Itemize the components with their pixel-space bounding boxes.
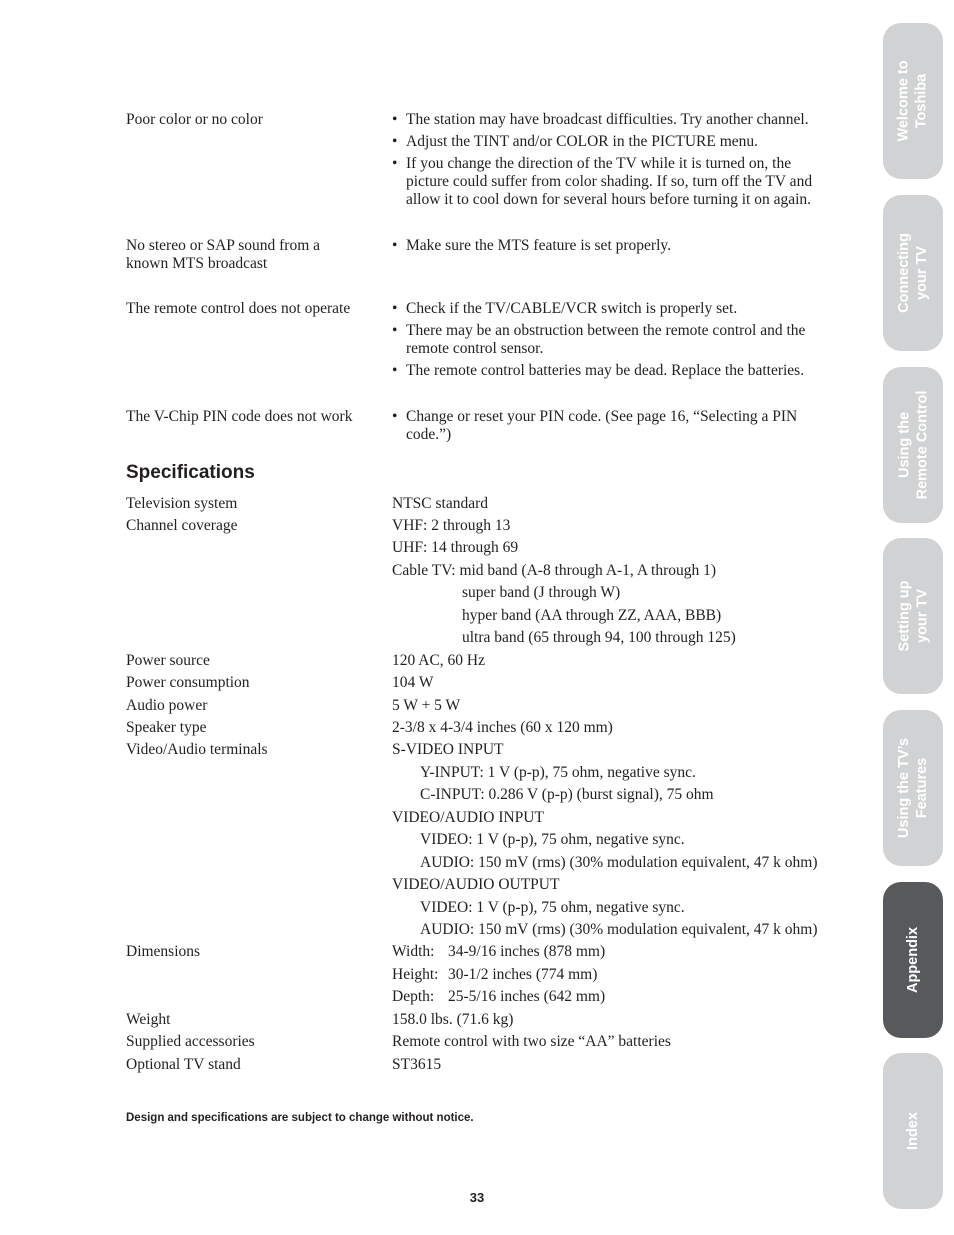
side-tab-label: Using the Remote Control	[896, 390, 930, 500]
solution-item: • The station may have broadcast difficulties. Try another channel.	[392, 111, 809, 128]
side-tab-connecting[interactable]	[883, 195, 943, 351]
dimension-value: 25-5/16 inches (642 mm)	[448, 988, 606, 1005]
spec-value: 104 W	[392, 674, 434, 691]
dimension-value: 30-1/2 inches (774 mm)	[448, 966, 598, 983]
side-tab-label: Using the TV’s Features	[896, 737, 931, 839]
spec-value: UHF: 14 through 69	[392, 539, 519, 556]
spec-value: 5 W + 5 W	[392, 697, 461, 714]
spec-value: AUDIO: 150 mV (rms) (30% modulation equivalent, 47 k ohm)	[420, 854, 818, 871]
solution-list	[392, 111, 832, 213]
spec-label: Audio power	[126, 697, 208, 714]
spec-label: Power consumption	[126, 674, 250, 691]
spec-label: Video/Audio terminals	[126, 741, 268, 758]
spec-value	[392, 988, 605, 1006]
spec-label: Optional TV stand	[126, 1056, 241, 1073]
spec-label: Speaker type	[126, 719, 207, 736]
page-number: 33	[469, 1190, 485, 1205]
problem-text: Poor color or no color	[126, 111, 263, 128]
solution-list	[392, 237, 832, 259]
bullet-icon: •	[392, 155, 398, 172]
spec-value: S-VIDEO INPUT	[392, 741, 504, 758]
spec-label: Weight	[126, 1011, 171, 1028]
spec-value: VIDEO: 1 V (p-p), 75 ohm, negative sync.	[420, 899, 685, 916]
side-tab-features[interactable]	[883, 710, 943, 866]
spec-value	[392, 966, 597, 984]
spec-value: 120 AC, 60 Hz	[392, 652, 485, 669]
spec-value	[392, 943, 605, 961]
specifications-heading: Specifications	[126, 462, 255, 483]
spec-value: Y-INPUT: 1 V (p-p), 75 ohm, negative sync.	[420, 764, 696, 781]
spec-label: Television system	[126, 495, 238, 512]
side-tab-label: Index	[905, 1112, 921, 1150]
solution-item: • Adjust the TINT and/or COLOR in the PICTURE menu.	[392, 133, 759, 150]
bullet-icon: •	[392, 408, 398, 425]
spec-value: Cable TV: mid band (A-8 through A-1, A through 1)	[392, 562, 717, 579]
problem-text: No stereo or SAP sound from a known MTS broadcast	[126, 237, 321, 272]
spec-value: C-INPUT: 0.286 V (p-p) (burst signal), 75 ohm	[420, 786, 714, 803]
spec-label: Channel coverage	[126, 517, 238, 534]
solution-list	[392, 300, 832, 384]
spec-value: super band (J through W)	[462, 584, 621, 601]
spec-label: Power source	[126, 652, 210, 669]
dimension-key: Width:	[392, 943, 435, 960]
solution-item: • Change or reset your PIN code. (See page 16, “Selecting a PIN code.”)	[392, 408, 798, 443]
side-tab-setting-up[interactable]	[883, 538, 943, 694]
side-tab-label: Connecting your TV	[896, 233, 930, 313]
spec-value: VIDEO: 1 V (p-p), 75 ohm, negative sync.	[420, 831, 685, 848]
bullet-icon: •	[392, 111, 398, 128]
spec-label: Dimensions	[126, 943, 201, 960]
dimension-key: Height:	[392, 966, 439, 983]
spec-value: VIDEO/AUDIO OUTPUT	[392, 876, 560, 893]
spec-value: VIDEO/AUDIO INPUT	[392, 809, 544, 826]
change-notice: Design and specifications are subject to change without notice.	[126, 1112, 474, 1124]
spec-value: 2-3/8 x 4-3/4 inches (60 x 120 mm)	[392, 719, 613, 736]
solution-item: • There may be an obstruction between the remote control and the remote control sensor.	[392, 322, 806, 357]
spec-value: Remote control with two size “AA” batteries	[392, 1033, 671, 1050]
solution-item: • Make sure the MTS feature is set properly.	[392, 237, 671, 254]
bullet-icon: •	[392, 322, 398, 339]
spec-value: hyper band (AA through ZZ, AAA, BBB)	[462, 607, 722, 624]
side-tab-label: Welcome to Toshiba	[896, 60, 931, 142]
spec-value: 158.0 lbs. (71.6 kg)	[392, 1011, 514, 1028]
bullet-icon: •	[392, 133, 398, 150]
spec-label: Supplied accessories	[126, 1033, 255, 1050]
problem-text: The remote control does not operate	[126, 300, 351, 317]
spec-value: ST3615	[392, 1056, 442, 1073]
side-tab-label: Appendix	[905, 926, 921, 994]
dimension-value: 34-9/16 inches (878 mm)	[448, 943, 606, 960]
solution-item: • The remote control batteries may be dead. Replace the batteries.	[392, 362, 805, 379]
solution-list	[392, 408, 832, 448]
dimension-key: Depth:	[392, 988, 435, 1005]
side-tab-remote-control[interactable]	[883, 367, 943, 523]
spec-value: AUDIO: 150 mV (rms) (30% modulation equivalent, 47 k ohm)	[420, 921, 818, 938]
problem-text: The V-Chip PIN code does not work	[126, 408, 353, 425]
side-tab-appendix[interactable]	[883, 882, 943, 1038]
bullet-icon: •	[392, 362, 398, 379]
side-tab-welcome[interactable]	[883, 23, 943, 179]
bullet-icon: •	[392, 300, 398, 317]
bullet-icon: •	[392, 237, 398, 254]
spec-value: VHF: 2 through 13	[392, 517, 511, 534]
solution-item: • If you change the direction of the TV while it is turned on, the picture could suffer from color shading. If so, turn off the TV and allow it to cool down for several hours before turning it on again.	[392, 155, 813, 208]
spec-value: ultra band (65 through 94, 100 through 125)	[462, 629, 736, 646]
spec-value: NTSC standard	[392, 495, 489, 512]
side-tab-index[interactable]	[883, 1053, 943, 1209]
solution-item: • Check if the TV/CABLE/VCR switch is properly set.	[392, 300, 738, 317]
side-tab-label: Setting up your TV	[896, 580, 931, 652]
